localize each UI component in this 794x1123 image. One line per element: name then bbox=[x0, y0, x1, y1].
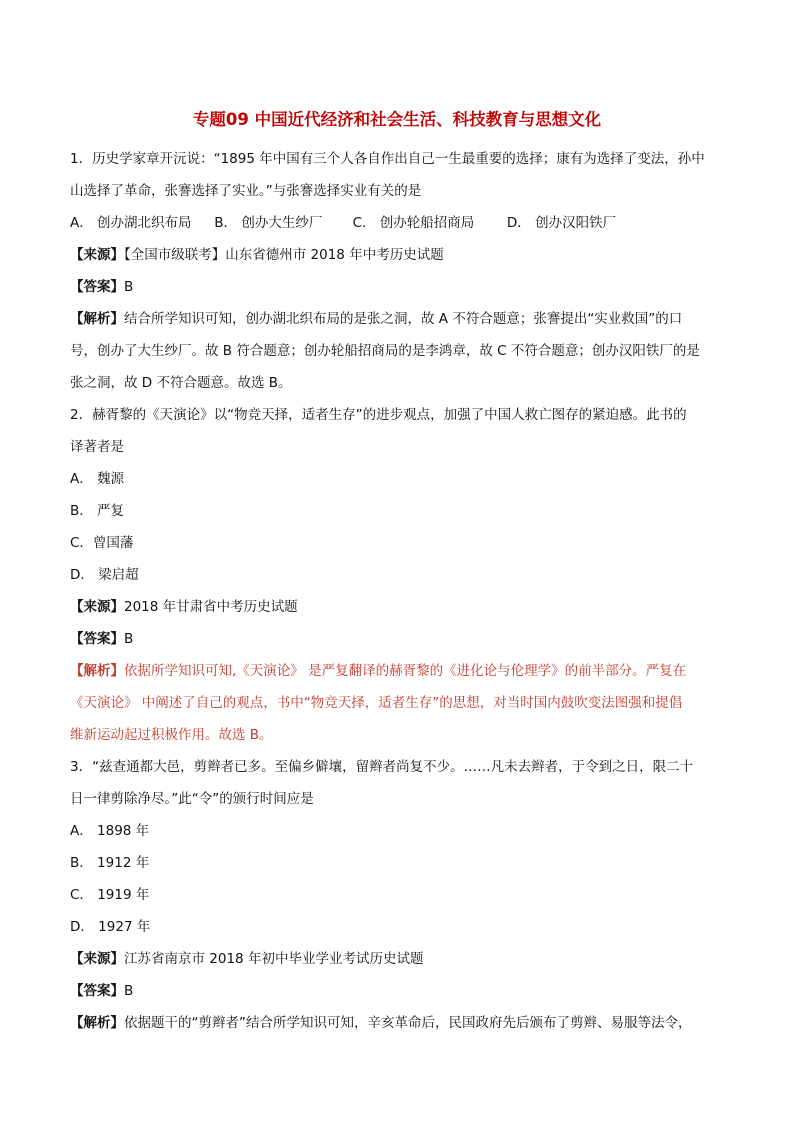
q2-analysis-line: 维新运动起过积极作用。故选 B。 bbox=[70, 727, 273, 743]
answer-text: B bbox=[124, 279, 134, 295]
source-text: 江苏省南京市 2018 年初中毕业学业考试历史试题 bbox=[124, 951, 424, 967]
answer-tag: 【答案】 bbox=[70, 279, 124, 295]
answer-tag: 【答案】 bbox=[70, 983, 124, 999]
q1-answer bbox=[70, 271, 726, 303]
q2-option-b: B． 严复 bbox=[70, 503, 125, 519]
q3-option-a: A． 1898 年 bbox=[70, 823, 150, 839]
q1-option-c: C． 创办轮船招商局 bbox=[352, 215, 475, 231]
source-text: 【全国市级联考】山东省德州市 2018 年中考历史试题 bbox=[124, 247, 444, 263]
q1-options bbox=[70, 207, 726, 239]
q3-answer bbox=[70, 975, 726, 1007]
q2-stem-line: 2．赫胥黎的《天演论》以“物竞天择，适者生存”的进步观点，加强了中国人救亡图存的紧迫感。此书的 bbox=[70, 407, 687, 423]
answer-text: B bbox=[124, 631, 134, 647]
analysis-text: 依据所学知识可知,《天演论》 是严复翻译的赫胥黎的《进化论与伦理学》的前半部分。严复在 bbox=[124, 663, 687, 679]
q1-analysis-line bbox=[70, 303, 726, 335]
document-body bbox=[70, 143, 726, 1039]
q3-stem-line: 3．“兹查通都大邑，剪辫者已多。至偏乡僻壤，留辫者尚复不少。……凡未去辫者，于令到之日，限二十 bbox=[70, 759, 694, 775]
q3-option-d: D． 1927 年 bbox=[70, 919, 151, 935]
source-tag: 【来源】 bbox=[70, 951, 124, 967]
analysis-tag: 【解析】 bbox=[70, 663, 124, 679]
q3-option-b: B． 1912 年 bbox=[70, 855, 150, 871]
q2-option-d: D． 梁启超 bbox=[70, 567, 139, 583]
q3-analysis-line bbox=[70, 1007, 726, 1039]
analysis-text: 结合所学知识可知，创办湖北织布局的是张之洞，故 A 不符合题意；张謇提出“实业救国”的口 bbox=[124, 311, 683, 327]
q2-source bbox=[70, 591, 726, 623]
q3-source bbox=[70, 943, 726, 975]
q1-option-d: D． 创办汉阳铁厂 bbox=[506, 215, 617, 231]
answer-text: B bbox=[124, 983, 134, 999]
q2-analysis-line bbox=[70, 655, 726, 687]
q3-option-c: C． 1919 年 bbox=[70, 887, 150, 903]
analysis-text: 依据题干的“剪辫者”结合所学知识可知，辛亥革命后，民国政府先后颁布了剪辫、易服等法令， bbox=[124, 1015, 692, 1031]
q2-answer bbox=[70, 623, 726, 655]
page-title: 专题09 中国近代经济和社会生活、科技教育与思想文化 bbox=[192, 110, 602, 129]
q1-analysis-line: 号，创办了大生纱厂。故 B 符合题意；创办轮船招商局的是李鸿章，故 C 不符合题意；创办汉阳铁厂的是 bbox=[70, 343, 700, 359]
q1-source bbox=[70, 239, 726, 271]
analysis-tag: 【解析】 bbox=[70, 311, 124, 327]
q1-analysis-line: 张之洞，故 D 不符合题意。故选 B。 bbox=[70, 375, 292, 391]
source-tag: 【来源】 bbox=[70, 247, 124, 263]
q1-stem-line: 1．历史学家章开沅说：“1895 年中国有三个人各自作出自己一生最重要的选择；康有为选择了变法，孙中 bbox=[70, 151, 705, 167]
q1-option-b: B． 创办大生纱厂 bbox=[214, 215, 323, 231]
answer-tag: 【答案】 bbox=[70, 631, 124, 647]
q1-stem-line: 山选择了革命，张謇选择了实业。”与张謇选择实业有关的是 bbox=[70, 183, 422, 199]
q2-stem-line: 译著者是 bbox=[70, 439, 124, 455]
q1-option-a: A． 创办湖北织布局 bbox=[70, 215, 192, 231]
q2-option-a: A． 魏源 bbox=[70, 471, 125, 487]
q2-analysis-line: 《天演论》 中阐述了自己的观点，书中“物竞天择，适者生存”的思想，对当时国内鼓吹变法图强和提倡 bbox=[70, 695, 683, 711]
source-text: 2018 年甘肃省中考历史试题 bbox=[124, 599, 298, 615]
analysis-tag: 【解析】 bbox=[70, 1015, 124, 1031]
q3-stem-line: 日一律剪除净尽。”此“令”的颁行时间应是 bbox=[70, 791, 314, 807]
q2-option-c: C．曾国藩 bbox=[70, 535, 134, 551]
source-tag: 【来源】 bbox=[70, 599, 124, 615]
